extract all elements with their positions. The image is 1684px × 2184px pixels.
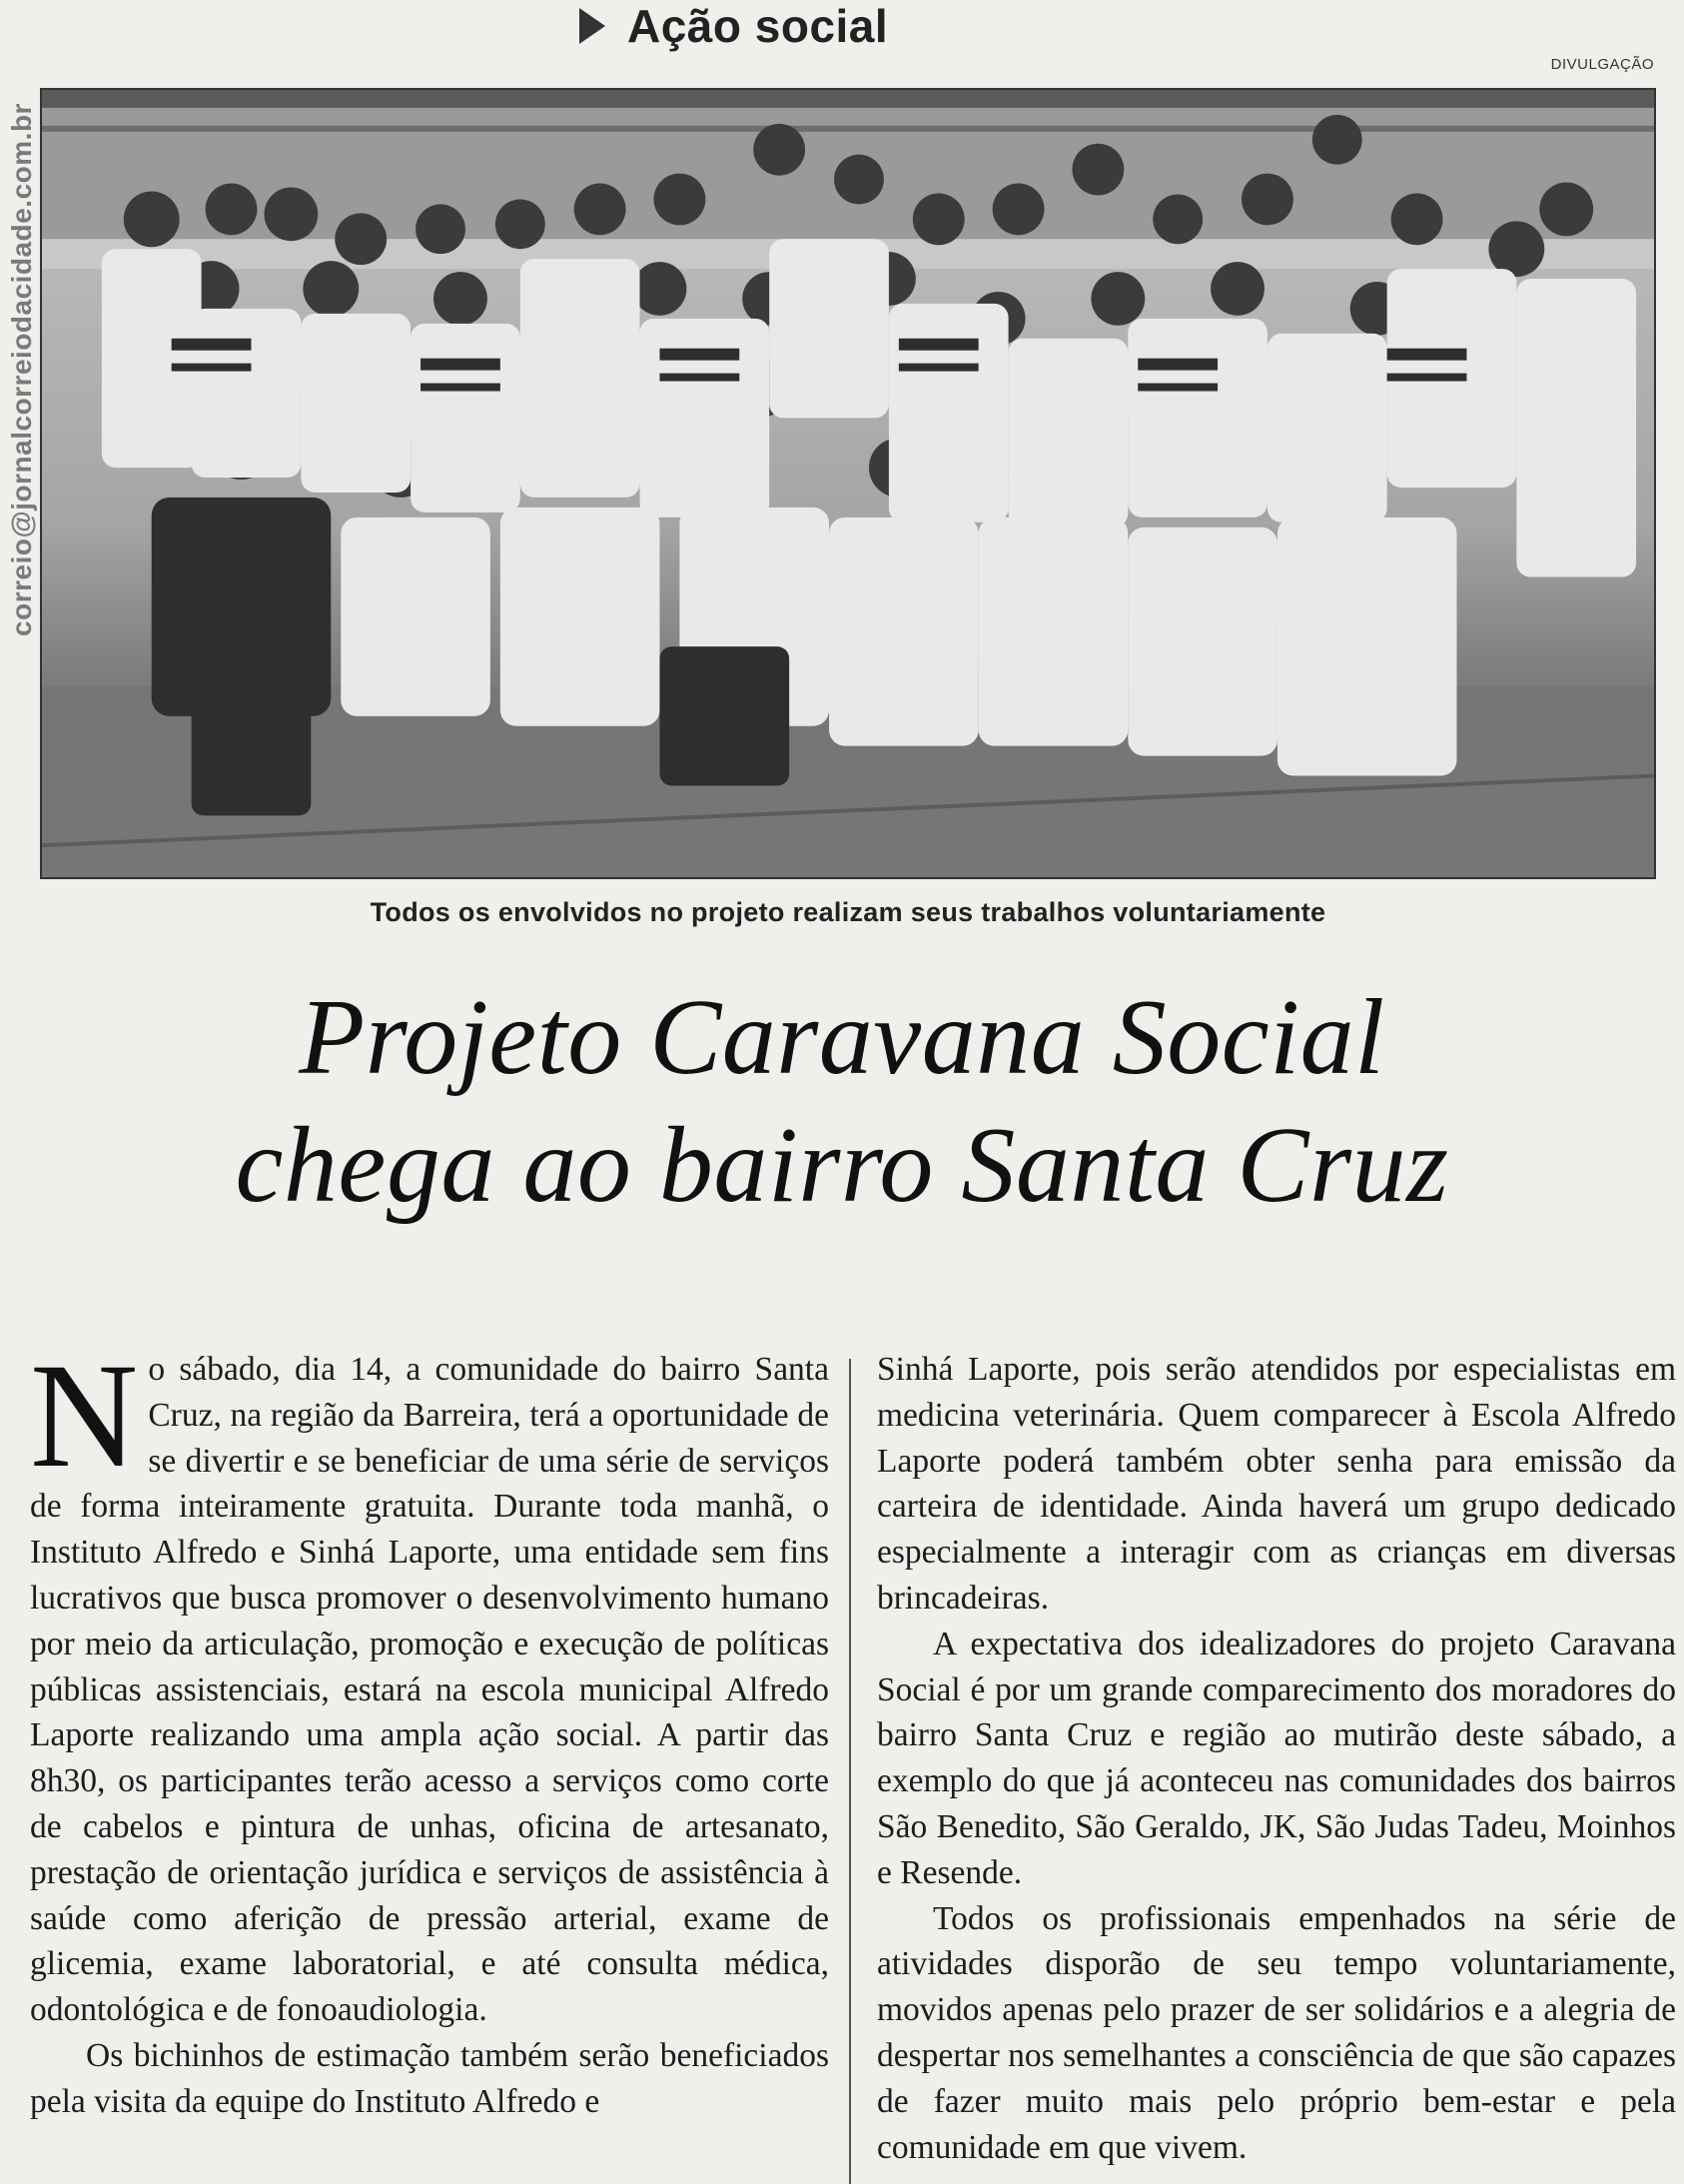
article-paragraph-text: o sábado, dia 14, a comunidade do bairro Santa Cruz, na região da Barreira, terá a oportunidade de se divertir e se beneficiar de uma série de serviços de forma inteiramente gratuita. Durante toda manhã, o Instituto Alfredo e Sinhá Laporte, uma entidade sem fins lucrativos que busca promover o desenvolvimento humano por meio da articulação, promoção e execução de políticas públicas assistenciais, estará na escola municipal Alfredo Laporte realizando uma ampla ação social. A partir das 8h30, os participantes terão acesso a serviços como corte de cabelos e pintura de unhas, oficina de artesanato, prestação de orientação jurídica e serviços de assistência à saúde como aferição de pressão arterial, exame de glicemia, exame laboratorial, e até consulta médica, odontológica e de fonoaudiologia.	[30, 1351, 829, 2029]
article-column-right	[877, 1347, 1676, 2170]
article-paragraph: Sinhá Laporte, pois serão atendidos por especialistas em medicina veterinária. Quem comparecer à Escola Alfredo Laporte poderá também obter senha para emissão da carteira de identidade. Ainda haverá um grupo dedicado especialmente a interagir com as crianças em diversas brincadeiras.	[877, 1351, 1676, 1617]
photo-credit: DIVULGAÇÃO	[1550, 56, 1654, 73]
article-paragraph: Os bichinhos de estimação também serão beneficiados pela visita da equipe do Instituto Alfredo e	[30, 2036, 829, 2120]
section-title: Ação social	[627, 0, 889, 52]
headline	[20, 974, 1664, 1230]
headline-line-2: chega ao bairro Santa Cruz	[235, 1106, 1449, 1225]
article-paragraph	[30, 1333, 829, 2033]
headline-line-1: Projeto Caravana Social	[299, 978, 1385, 1097]
side-email-text: correio@jornalcorreiodacidade.com.br	[6, 103, 37, 636]
section-header	[579, 0, 888, 52]
article-paragraph: Todos os profissionais empenhados na série de atividades disporão de seu tempo voluntariamente, movidos apenas pelo prazer de ser solidários e a alegria de despertar nos semelhantes a consciência de que são capazes de fazer muito mais pelo próprio bem-estar e pela comunidade em que vivem.	[877, 1899, 1676, 2166]
article-column-left	[30, 1333, 829, 2125]
article-paragraph: A expectativa dos idealizadores do projeto Caravana Social é por um grande comparecimento dos moradores do bairro Santa Cruz e região ao mutirão deste sábado, a exemplo do que já aconteceu nas comunidades dos bairros São Benedito, São Geraldo, JK, São Judas Tadeu, Moinhos e Resende.	[877, 1625, 1676, 1891]
group-photo	[40, 88, 1656, 879]
side-email-banner	[2, 40, 42, 699]
photo-caption: Todos os envolvidos no projeto realizam seus trabalhos voluntariamente	[370, 897, 1326, 927]
play-arrow-icon	[579, 8, 605, 44]
column-divider	[849, 1359, 851, 2184]
drop-cap: N	[30, 1333, 139, 1499]
group-photo-illustration	[42, 90, 1654, 877]
